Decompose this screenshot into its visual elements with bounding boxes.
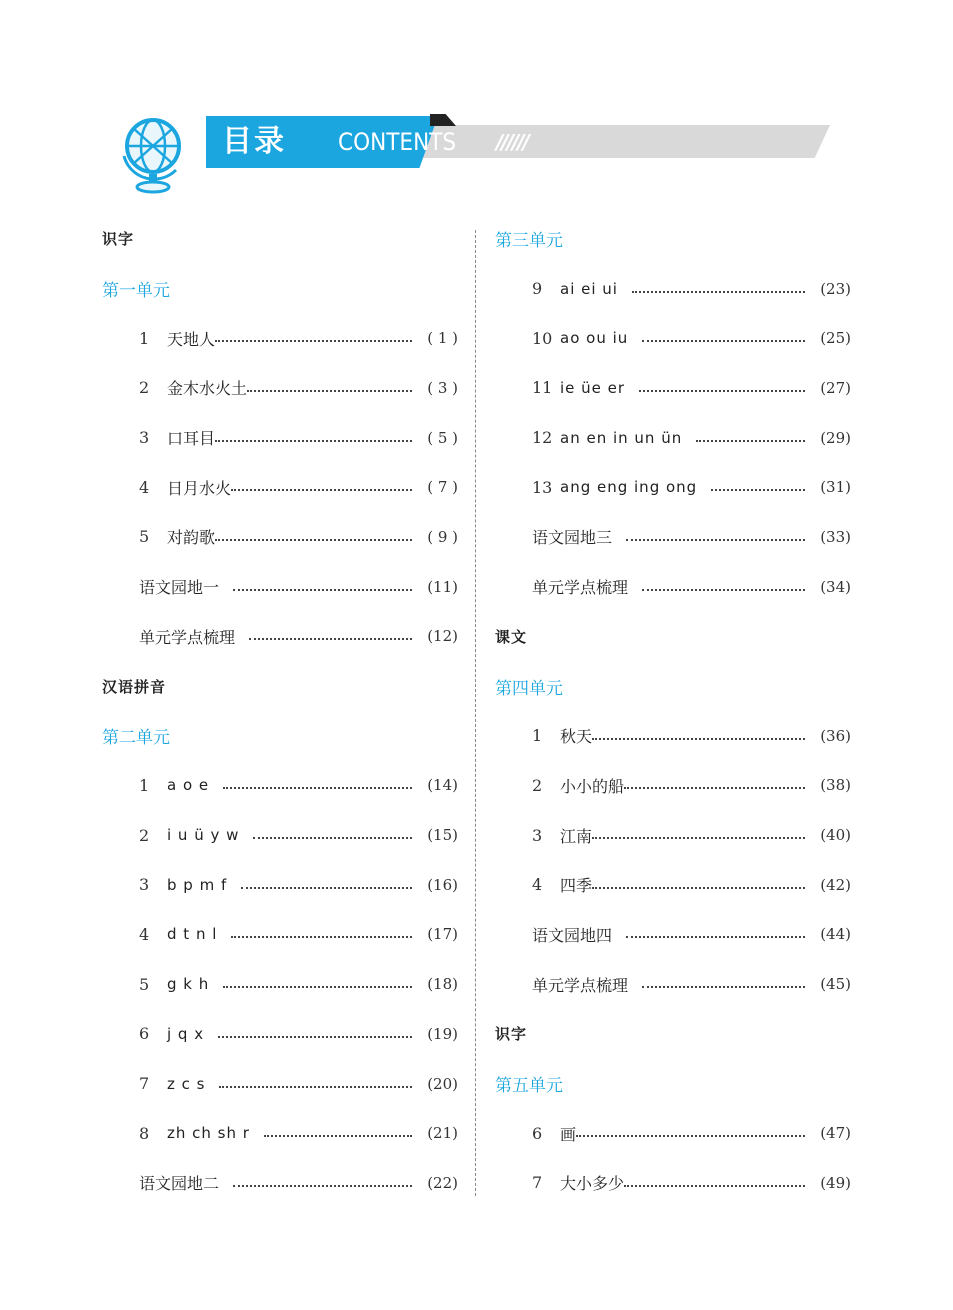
page-number: (47): [820, 1124, 851, 1143]
lesson-number: 1: [532, 726, 543, 746]
lesson-number: 12: [532, 428, 553, 448]
lesson-title: 语文园地一: [139, 578, 220, 598]
section-heading: 汉语拼音: [102, 677, 167, 696]
left-column: [102, 214, 458, 1208]
dot-leader: [696, 440, 805, 442]
unit-heading: 第四单元: [495, 678, 563, 699]
dot-leader: [215, 440, 412, 442]
toc-entry[interactable]: [102, 462, 458, 512]
toc-entry[interactable]: [102, 1009, 458, 1059]
page-number: (20): [427, 1074, 458, 1093]
dot-leader: [642, 589, 805, 591]
page-number: (19): [427, 1024, 458, 1043]
dot-leader: [624, 787, 805, 789]
lesson-title: 单元学点梳理: [532, 578, 629, 598]
dot-leader: [592, 738, 805, 740]
toc-entry[interactable]: [495, 761, 851, 811]
page-number: (40): [820, 826, 851, 845]
dot-leader: [231, 936, 412, 938]
lesson-title: zh ch sh r: [167, 1124, 250, 1143]
page-number: (17): [427, 925, 458, 944]
lesson-title: 江南: [560, 826, 593, 846]
dot-leader: [215, 539, 412, 541]
toc-entry[interactable]: [102, 313, 458, 363]
lesson-number: 3: [139, 428, 150, 448]
page-number: ( 5 ): [427, 428, 458, 447]
toc-entry[interactable]: [102, 959, 458, 1009]
page-number: (22): [427, 1173, 458, 1192]
dot-leader: [253, 837, 412, 839]
dot-leader: [632, 291, 805, 293]
globe-icon: [118, 112, 188, 196]
header-dark-tip: [430, 114, 456, 126]
toc-entry[interactable]: [495, 810, 851, 860]
toc-entry[interactable]: [495, 1158, 851, 1208]
dot-leader: [249, 638, 412, 640]
lesson-title: 单元学点梳理: [532, 975, 629, 995]
dot-leader: [626, 936, 805, 938]
lesson-number: 1: [139, 775, 150, 795]
toc-entry[interactable]: [495, 959, 851, 1009]
toc-entry[interactable]: [102, 512, 458, 562]
lesson-number: 2: [139, 378, 150, 398]
right-column: [495, 214, 851, 1208]
page-number: (44): [820, 925, 851, 944]
lesson-number: 11: [532, 378, 553, 398]
dot-leader: [639, 390, 805, 392]
lesson-number: 4: [139, 924, 150, 944]
lesson-number: 3: [139, 875, 150, 895]
page-title: 目录: [222, 124, 286, 159]
page-number: (23): [820, 279, 851, 298]
lesson-number: 4: [532, 875, 543, 895]
lesson-title: ai ei ui: [560, 279, 618, 298]
page-number: ( 9 ): [427, 527, 458, 546]
toc-entry[interactable]: [102, 860, 458, 910]
lesson-number: 6: [139, 1024, 150, 1044]
toc-entry[interactable]: [495, 860, 851, 910]
lesson-number: 5: [139, 527, 150, 547]
lesson-title: i u ü y w: [167, 826, 240, 845]
toc-entry[interactable]: [495, 711, 851, 761]
contents-header: [118, 112, 838, 202]
lesson-title: ang eng ing ong: [560, 478, 698, 497]
dot-leader: [642, 340, 805, 342]
lesson-title: a o e: [167, 776, 210, 795]
toc-entry[interactable]: [495, 413, 851, 463]
page-number: (42): [820, 875, 851, 894]
lesson-number: 13: [532, 477, 553, 497]
toc-entry[interactable]: [102, 363, 458, 413]
dot-leader: [624, 1185, 805, 1187]
page-number: (15): [427, 826, 458, 845]
page-number: (18): [427, 975, 458, 994]
lesson-title: g k h: [167, 975, 210, 994]
page-number: (25): [820, 329, 851, 348]
page-number: (29): [820, 428, 851, 447]
lesson-title: an en in un ün: [560, 428, 683, 447]
page-number: (49): [820, 1173, 851, 1192]
lesson-title: d t n l: [167, 925, 218, 944]
section-heading: 识字: [102, 230, 135, 249]
page-number: ( 3 ): [427, 378, 458, 397]
page-number: (34): [820, 577, 851, 596]
page-number: (33): [820, 527, 851, 546]
toc-entry[interactable]: [495, 264, 851, 314]
lesson-title: 天地人: [167, 329, 216, 349]
page-number: (16): [427, 875, 458, 894]
column-divider: [475, 230, 476, 1196]
dot-leader: [642, 986, 805, 988]
lesson-title: j q x: [167, 1024, 205, 1043]
toc-entry[interactable]: [102, 413, 458, 463]
contents-label: CONTENTS: [338, 128, 457, 156]
lesson-number: 2: [532, 775, 543, 795]
lesson-number: 9: [532, 279, 543, 299]
dot-leader: [233, 1185, 412, 1187]
lesson-number: 6: [532, 1123, 543, 1143]
lesson-title: 单元学点梳理: [139, 627, 236, 647]
unit-heading: 第三单元: [495, 231, 563, 252]
dot-leader: [576, 1135, 805, 1137]
dot-leader: [592, 837, 805, 839]
page-number: (36): [820, 726, 851, 745]
dot-leader: [223, 787, 412, 789]
toc-entry[interactable]: [102, 910, 458, 960]
toc-entry[interactable]: [495, 512, 851, 562]
dot-leader: [626, 539, 805, 541]
header-slashes: //////: [496, 130, 528, 154]
toc-entry[interactable]: [102, 1059, 458, 1109]
lesson-title: 金木水火土: [167, 379, 248, 399]
lesson-title: 日月水火: [167, 478, 232, 498]
lesson-title: 对韵歌: [167, 528, 216, 548]
toc-entry[interactable]: [102, 1158, 458, 1208]
dot-leader: [215, 340, 412, 342]
toc-entry[interactable]: [495, 363, 851, 413]
lesson-number: 2: [139, 825, 150, 845]
toc-entry[interactable]: [102, 1108, 458, 1158]
section-heading: 识字: [495, 1025, 528, 1044]
section-heading: 课文: [495, 627, 528, 646]
lesson-number: 7: [139, 1074, 150, 1094]
unit-heading: 第二单元: [102, 728, 170, 749]
lesson-title: ie üe er: [560, 378, 626, 397]
page-number: (31): [820, 478, 851, 497]
dot-leader: [218, 1036, 412, 1038]
page-number: (38): [820, 776, 851, 795]
page-number: (21): [427, 1124, 458, 1143]
dot-leader: [711, 489, 805, 491]
dot-leader: [223, 986, 412, 988]
dot-leader: [592, 887, 805, 889]
toc-entry[interactable]: [102, 810, 458, 860]
lesson-number: 5: [139, 974, 150, 994]
dot-leader: [231, 489, 412, 491]
toc-entry[interactable]: [495, 562, 851, 612]
lesson-title: 秋天: [560, 727, 593, 747]
page-number: (45): [820, 975, 851, 994]
lesson-number: 8: [139, 1123, 150, 1143]
lesson-title: ao ou iu: [560, 329, 629, 348]
lesson-title: 口耳目: [167, 429, 216, 449]
dot-leader: [241, 887, 412, 889]
lesson-title: 语文园地四: [532, 925, 613, 945]
lesson-title: 语文园地三: [532, 528, 613, 548]
page-number: (27): [820, 378, 851, 397]
lesson-number: 1: [139, 328, 150, 348]
lesson-title: 小小的船: [560, 776, 625, 796]
page-number: ( 7 ): [427, 478, 458, 497]
lesson-number: 3: [532, 825, 543, 845]
lesson-title: 四季: [560, 876, 593, 896]
lesson-title: z c s: [167, 1074, 206, 1093]
dot-leader: [233, 589, 412, 591]
toc-entry[interactable]: [495, 910, 851, 960]
dot-leader: [219, 1086, 412, 1088]
lesson-title: 画: [560, 1124, 577, 1144]
toc-entry[interactable]: [102, 562, 458, 612]
lesson-title: 语文园地二: [139, 1174, 220, 1194]
page-number: (12): [427, 627, 458, 646]
page-number: (11): [427, 577, 458, 596]
toc-entry[interactable]: [495, 462, 851, 512]
toc-entry[interactable]: [102, 612, 458, 662]
unit-heading: 第五单元: [495, 1076, 563, 1097]
lesson-number: 7: [532, 1173, 543, 1193]
toc-entry[interactable]: [495, 313, 851, 363]
lesson-number: 10: [532, 328, 553, 348]
lesson-title: b p m f: [167, 875, 228, 894]
unit-heading: 第一单元: [102, 281, 170, 302]
dot-leader: [247, 390, 412, 392]
page-number: ( 1 ): [427, 329, 458, 348]
dot-leader: [264, 1135, 412, 1137]
toc-entry[interactable]: [102, 761, 458, 811]
toc-entry[interactable]: [495, 1108, 851, 1158]
lesson-number: 4: [139, 477, 150, 497]
lesson-title: 大小多少: [560, 1174, 625, 1194]
page-number: (14): [427, 776, 458, 795]
